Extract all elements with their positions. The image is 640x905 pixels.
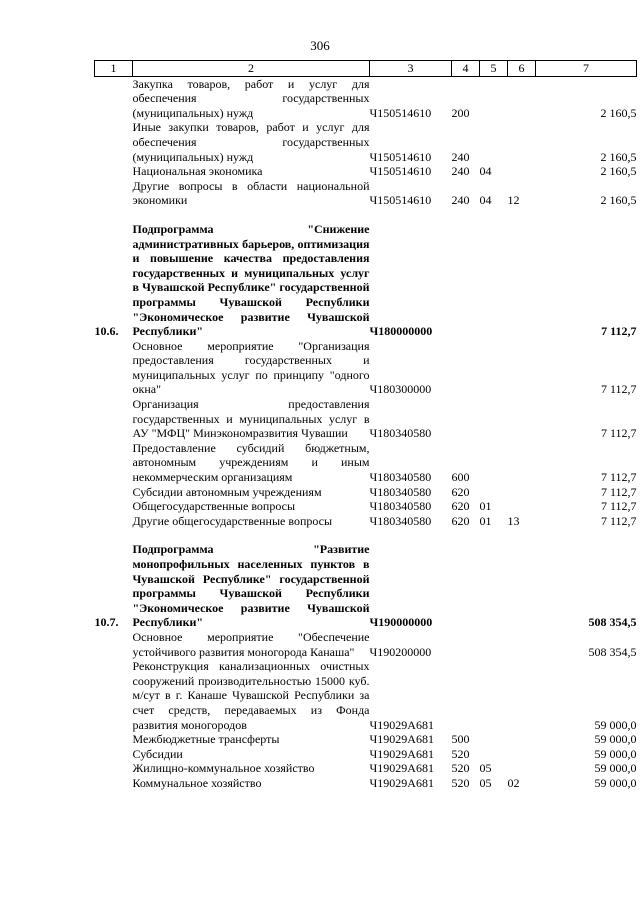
row-section: 01 <box>479 513 492 528</box>
row-name: Предоставление субсидий бюджетным, автономным учреждениям и иным некоммерческим организациям <box>132 440 370 485</box>
row-code: Ч180340580 <box>369 426 432 441</box>
row-number <box>95 630 133 659</box>
header-cell: 7 <box>536 61 637 77</box>
row-subsection: 02 <box>507 775 520 790</box>
row-expense-type: 520 <box>451 761 470 776</box>
table-row <box>95 630 637 659</box>
row-expense-type: 500 <box>451 732 470 747</box>
row-number <box>95 441 133 485</box>
row-name: Подпрограмма "Снижение административных барьеров, оптимизация и повышение качества предоставления государственных и муниципальных услуг в Чувашской Республике" государственной программы Чувашской Республики "Экономическое развитие Чувашской Республики" <box>132 221 370 339</box>
row-subsection <box>508 485 536 500</box>
row-code: Ч180340580 <box>369 470 432 485</box>
row-amount: 7 112,7 <box>600 470 637 485</box>
row-expense-type: 240 <box>451 164 470 179</box>
row-amount: 59 000,0 <box>594 746 637 761</box>
row-name: Иные закупки товаров, работ и услуг для обеспечения государственных (муниципальных) нужд <box>132 120 370 164</box>
row-subsection: 12 <box>507 193 520 208</box>
table-row <box>95 747 637 762</box>
row-amount: 59 000,0 <box>594 775 637 790</box>
row-expense-type <box>452 222 480 339</box>
row-number <box>95 76 133 120</box>
row-name: Организация предоставления государственных и муниципальных услуг в АУ "МФЦ" Минэкономразвития Чувашии <box>132 397 370 441</box>
row-amount: 2 160,5 <box>600 149 637 164</box>
table-row <box>95 514 637 529</box>
row-name: Межбюджетные трансферты <box>132 732 280 747</box>
row-amount: 2 160,5 <box>600 193 637 208</box>
table-row <box>95 499 637 514</box>
row-code: Ч180340580 <box>369 513 432 528</box>
row-section: 01 <box>479 499 492 514</box>
row-subsection <box>508 76 536 120</box>
row-name: Закупка товаров, работ и услуг для обеспечения государственных (муниципальных) нужд <box>132 76 370 120</box>
header-row <box>95 61 637 77</box>
row-section <box>480 542 508 630</box>
header-cell: 6 <box>508 61 536 77</box>
row-amount: 7 112,7 <box>601 324 637 339</box>
header-cell: 3 <box>370 61 452 77</box>
row-name: Жилищно-коммунальное хозяйство <box>132 761 315 776</box>
row-expense-type: 600 <box>451 470 470 485</box>
row-section <box>480 659 508 732</box>
row-number <box>95 761 133 776</box>
row-name: Общегосударственные вопросы <box>132 499 296 514</box>
row-section <box>480 747 508 762</box>
table-row <box>95 542 637 630</box>
row-code: Ч180340580 <box>369 499 432 514</box>
row-amount: 508 354,5 <box>588 644 637 659</box>
row-section: 05 <box>479 761 492 776</box>
row-subsection <box>508 542 536 630</box>
spacer-cell <box>95 528 637 542</box>
table-row <box>95 164 637 179</box>
row-number <box>95 397 133 441</box>
row-subsection <box>508 630 536 659</box>
row-amount: 2 160,5 <box>600 164 637 179</box>
row-code: Ч190000000 <box>369 615 433 630</box>
row-subsection <box>508 761 536 776</box>
row-number <box>95 164 133 179</box>
row-number <box>95 776 133 791</box>
row-name: Субсидии автономным учреждениям <box>132 484 322 499</box>
row-code: Ч19029А681 <box>369 746 434 761</box>
row-expense-type <box>452 542 480 630</box>
row-expense-type: 620 <box>451 499 470 514</box>
row-number: 10.7. <box>94 615 119 630</box>
row-amount: 59 000,0 <box>594 717 637 732</box>
row-amount: 508 354,5 <box>588 615 637 630</box>
row-name: Реконструкция канализационных очистных сооружений производительностью 15000 куб. м/сут в г. Канаше Чувашской Республики за счет средств, передаваемых из Фонда развития моногородов <box>132 659 370 732</box>
table-row <box>95 179 637 208</box>
row-subsection <box>508 747 536 762</box>
row-code: Ч19029А681 <box>369 761 434 776</box>
row-section <box>480 120 508 164</box>
table-row <box>95 397 637 441</box>
header-cell: 4 <box>452 61 480 77</box>
row-expense-type: 240 <box>451 149 470 164</box>
row-subsection <box>508 441 536 485</box>
row-expense-type: 620 <box>451 513 470 528</box>
row-expense-type: 240 <box>451 193 470 208</box>
table-row <box>95 222 637 339</box>
table-row <box>95 761 637 776</box>
row-number <box>95 120 133 164</box>
row-expense-type: 620 <box>451 484 470 499</box>
row-amount: 7 112,7 <box>600 513 637 528</box>
row-name: Другие вопросы в области национальной экономики <box>132 178 370 208</box>
row-amount: 2 160,5 <box>600 105 637 120</box>
row-expense-type <box>452 397 480 441</box>
row-amount: 7 112,7 <box>600 484 637 499</box>
row-expense-type <box>452 630 480 659</box>
row-expense-type: 520 <box>451 775 470 790</box>
table-row <box>95 76 637 120</box>
row-section <box>480 485 508 500</box>
header-cell: 5 <box>480 61 508 77</box>
row-code: Ч19029А681 <box>369 775 434 790</box>
row-subsection <box>508 732 536 747</box>
table-row <box>95 120 637 164</box>
row-number <box>95 659 133 732</box>
row-code: Ч150514610 <box>369 149 432 164</box>
row-subsection <box>508 164 536 179</box>
row-name: Основное мероприятие "Обеспечение устойчивого развития моногорода Канаша" <box>132 629 370 659</box>
row-code: Ч180300000 <box>369 382 432 397</box>
row-expense-type <box>452 659 480 732</box>
row-code: Ч150514610 <box>369 164 432 179</box>
row-name: Другие общегосударственные вопросы <box>132 513 333 528</box>
row-expense-type <box>452 339 480 397</box>
row-amount: 59 000,0 <box>594 761 637 776</box>
table-row <box>95 776 637 791</box>
table-row <box>95 659 637 732</box>
row-code: Ч19029А681 <box>369 717 434 732</box>
row-subsection <box>508 222 536 339</box>
row-number <box>95 499 133 514</box>
table-row <box>95 339 637 397</box>
row-number: 10.6. <box>94 324 119 339</box>
row-spacer <box>95 208 637 222</box>
row-name: Национальная экономика <box>132 164 263 179</box>
header-cell: 1 <box>95 61 133 77</box>
row-subsection <box>508 659 536 732</box>
row-subsection <box>508 397 536 441</box>
row-code: Ч190200000 <box>369 644 432 659</box>
row-section <box>480 76 508 120</box>
row-section <box>480 441 508 485</box>
row-section: 05 <box>479 775 492 790</box>
row-section <box>480 732 508 747</box>
row-name: Основное мероприятие "Организация предоставления государственных и муниципальных услуг по принципу "одного окна" <box>132 338 370 397</box>
row-amount: 7 112,7 <box>600 499 637 514</box>
table-row <box>95 485 637 500</box>
row-number <box>95 339 133 397</box>
row-amount: 7 112,7 <box>600 426 637 441</box>
table-row <box>95 441 637 485</box>
row-subsection <box>508 499 536 514</box>
row-section: 04 <box>479 193 492 208</box>
row-amount: 59 000,0 <box>594 732 637 747</box>
row-code: Ч150514610 <box>369 105 432 120</box>
row-number <box>95 732 133 747</box>
row-expense-type: 200 <box>451 105 470 120</box>
row-section <box>480 339 508 397</box>
row-name: Коммунальное хозяйство <box>132 775 262 790</box>
row-code: Ч150514610 <box>369 193 432 208</box>
row-section <box>480 630 508 659</box>
row-section <box>480 397 508 441</box>
row-code: Ч180000000 <box>369 324 433 339</box>
spacer-cell <box>95 208 637 222</box>
row-amount: 7 112,7 <box>600 382 637 397</box>
row-code: Ч19029А681 <box>369 732 434 747</box>
row-spacer <box>95 528 637 542</box>
budget-table <box>94 60 637 791</box>
row-subsection <box>508 339 536 397</box>
row-subsection <box>508 120 536 164</box>
row-expense-type: 520 <box>451 746 470 761</box>
page-number: 306 <box>310 38 330 53</box>
row-number <box>95 747 133 762</box>
row-section <box>480 222 508 339</box>
header-cell: 2 <box>133 61 370 77</box>
row-subsection: 13 <box>507 513 520 528</box>
row-name: Подпрограмма "Развитие монопрофильных населенных пунктов в Чувашской Республике" государственной программы Чувашской Республики "Экономическое развитие Чувашской Республики" <box>132 542 370 630</box>
row-number <box>95 514 133 529</box>
row-name: Субсидии <box>132 746 183 761</box>
row-number <box>95 485 133 500</box>
table-row <box>95 732 637 747</box>
row-code: Ч180340580 <box>369 484 432 499</box>
row-number <box>95 179 133 208</box>
row-section: 04 <box>479 164 492 179</box>
